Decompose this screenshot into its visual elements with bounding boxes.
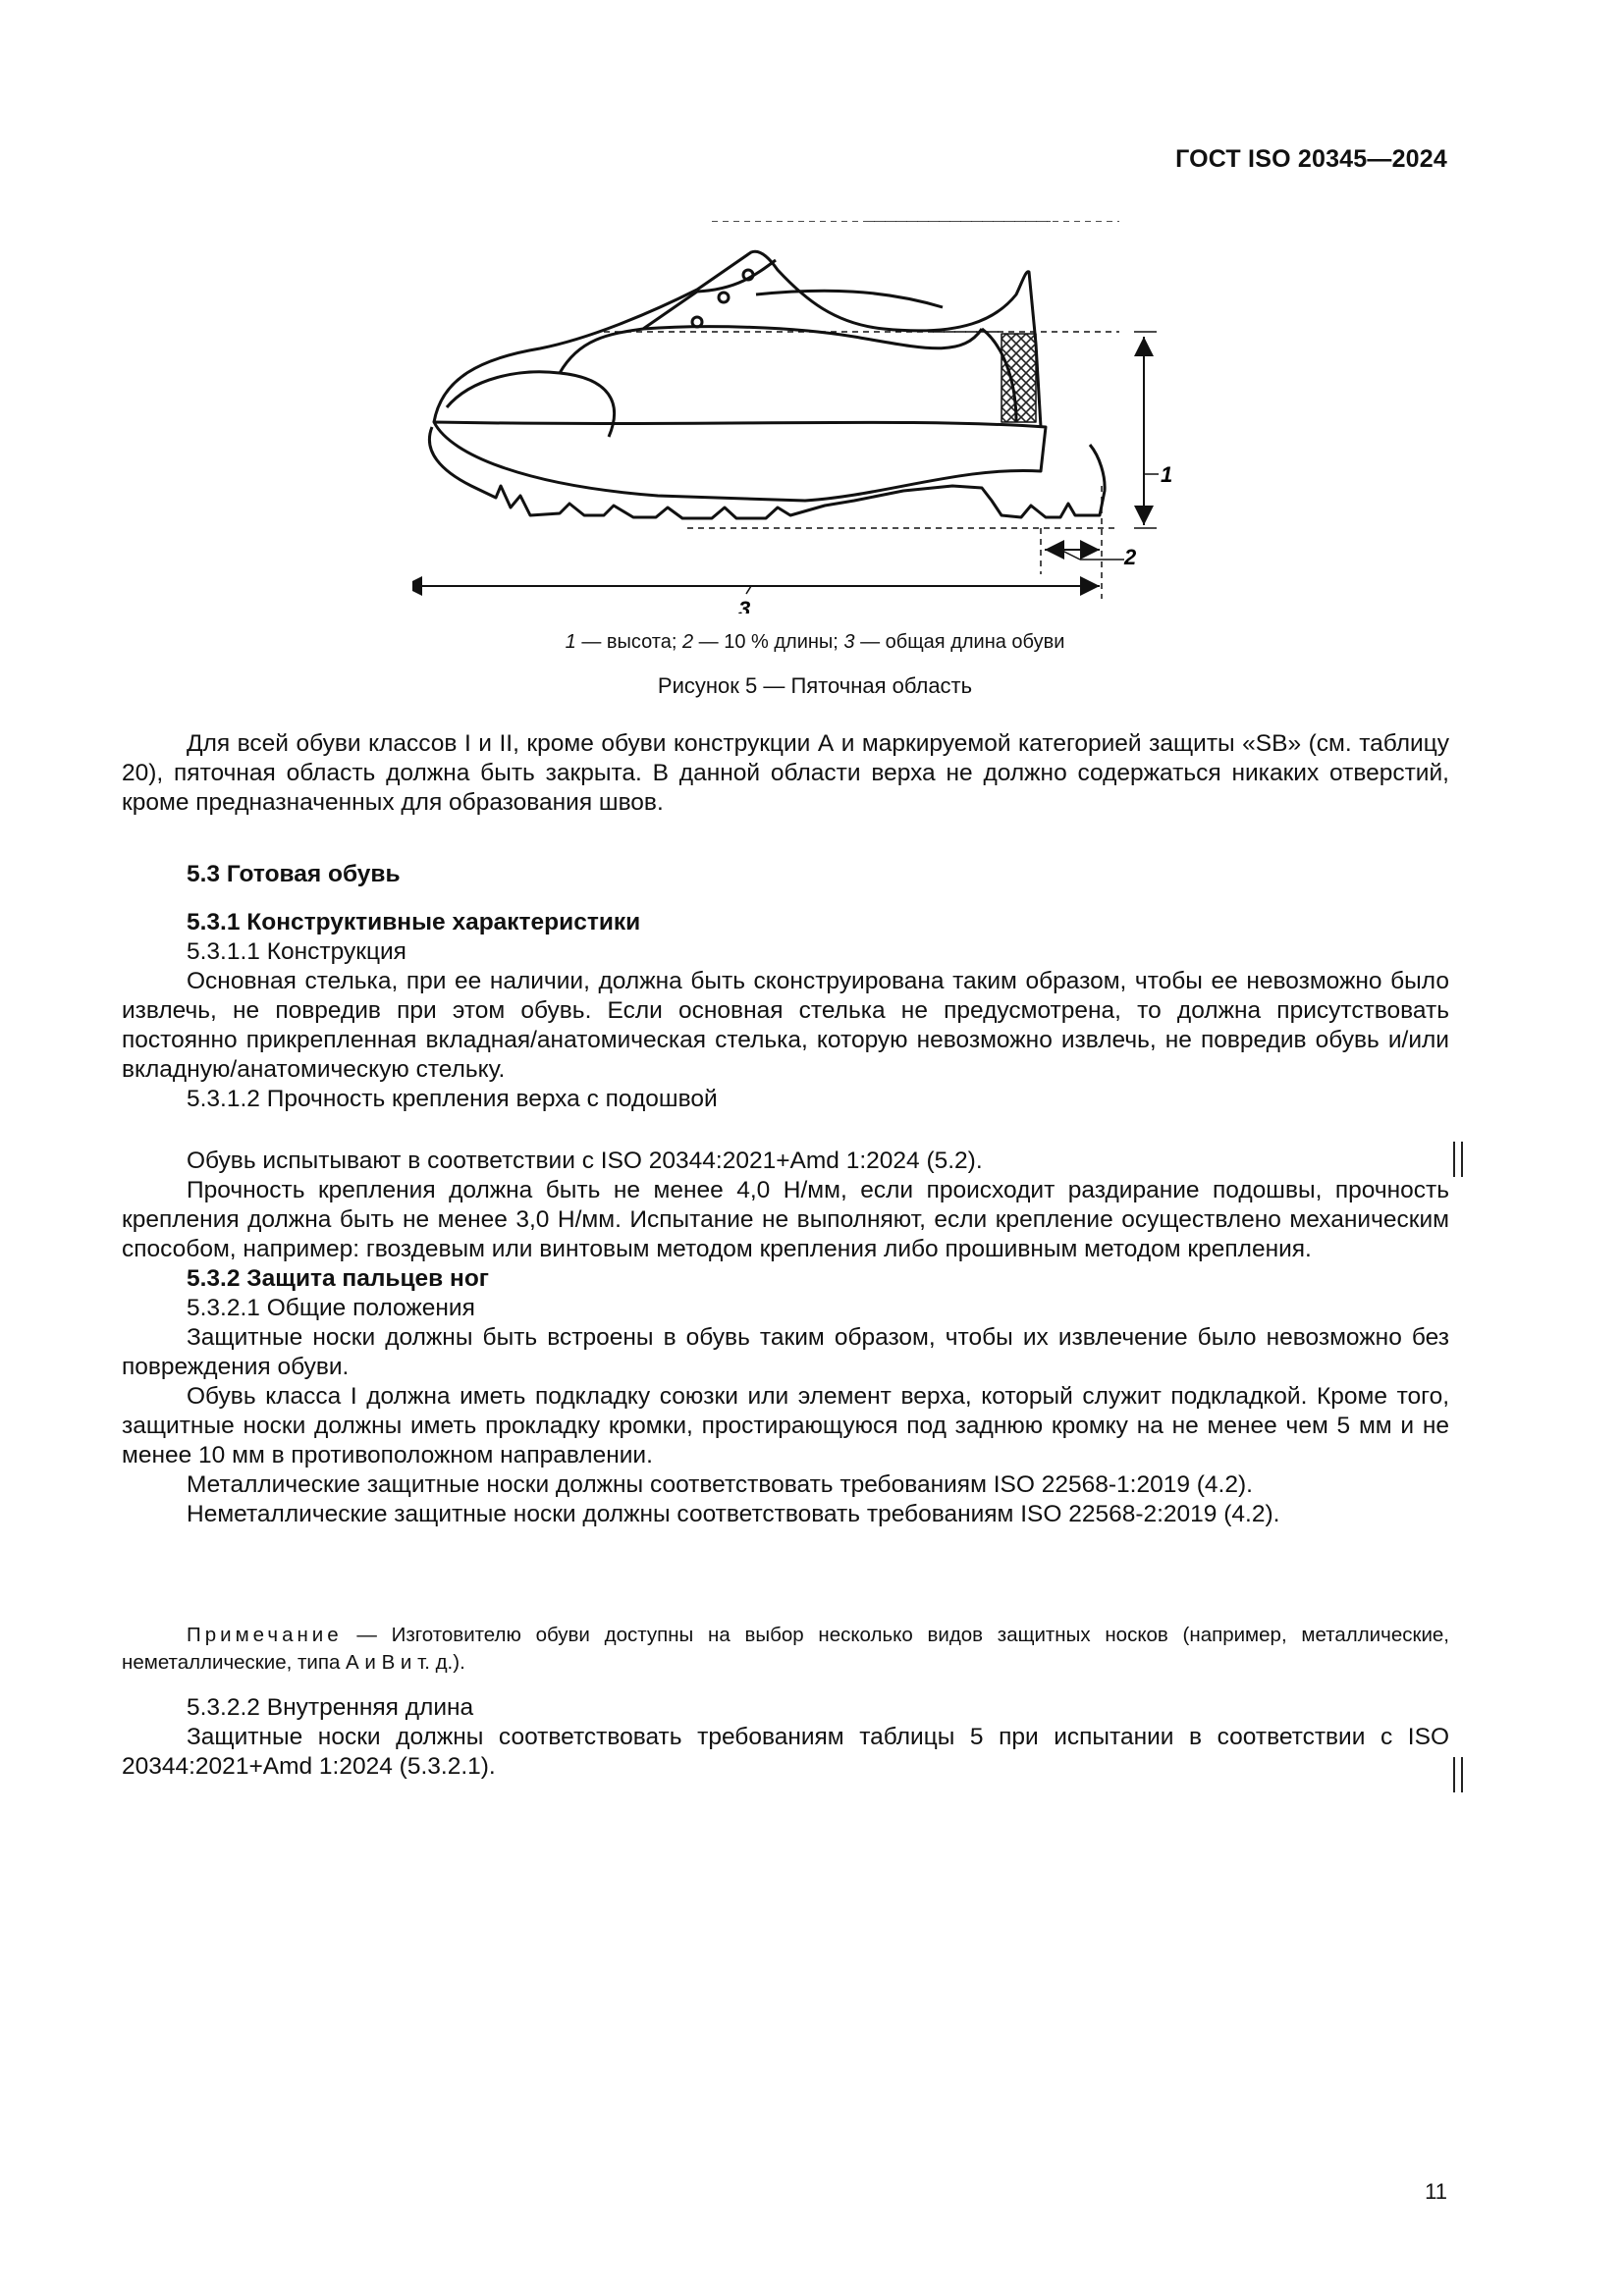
section-heading-5-3-1: 5.3.1 Конструктивные характеристики [187, 909, 641, 935]
paragraph-nonmetal-toecaps: Неметаллические защитные носки должны соответствовать требованиям ISO 22568-2:2019 (4.2). [187, 1501, 1280, 1527]
legend-text-2: — 10 % длины; [693, 631, 844, 653]
section-heading-5-3-2-1: 5.3.2.1 Общие положения [187, 1295, 475, 1321]
paragraph-heel-area: Для всей обуви классов I и II, кроме обуви конструкции А и маркируемой категорией защиты «SB» (см. таблицу 20), пяточная область должна быть закрыта. В данной области верха не должно содержаться никаких отверстий, кроме предназначенных для образования швов. [122, 730, 1449, 816]
paragraph-toecaps-lining: Обувь класса I должна иметь подкладку союзки или элемент верха, который служит подкладкой. Кроме того, защитные носки должны иметь прокладку кромки, простирающуюся под заднюю кромку на не менее чем 5 мм и не менее 10 мм в противоположном направлении. [122, 1383, 1449, 1468]
section-heading-5-3-2: 5.3.2 Защита пальцев ног [187, 1265, 490, 1292]
section-heading-5-3: 5.3 Готовая обувь [187, 861, 401, 887]
body-block-3 [122, 908, 1449, 1114]
body-block-5 [122, 1693, 1449, 1782]
paragraph-metal-toecaps: Металлические защитные носки должны соответствовать требованиям ISO 22568-1:2019 (4.2). [187, 1471, 1253, 1498]
page-number: 11 [1425, 2179, 1447, 2204]
paragraph-toecaps-built-in: Защитные носки должны быть встроены в обувь таким образом, чтобы их извлечение было невозможно без повреждения обуви. [122, 1324, 1449, 1380]
note-label: Примечание [187, 1624, 343, 1646]
paragraph-bond-strength: Прочность крепления должна быть не менее 4,0 Н/мм, если происходит раздирание подошвы, прочность крепления должна быть не менее 3,0 Н/мм. Испытание не выполняют, если крепление осуществлено механическим способом, например: гвоздевым или винтовым методом крепления либо прошивным методом крепления. [122, 1177, 1449, 1262]
dimension-label-2: 2 [1124, 545, 1137, 569]
body-block-2 [122, 860, 1449, 889]
figure-legend [324, 631, 1306, 654]
section-heading-5-3-1-1: 5.3.1.1 Конструкция [187, 938, 406, 965]
section-heading-5-3-2-2: 5.3.2.2 Внутренняя длина [187, 1694, 474, 1721]
legend-key-3: 3 [843, 631, 855, 653]
body-block-4 [122, 1147, 1449, 1529]
figure-heel-area [412, 221, 1198, 614]
note-text: — Изготовителю обуви доступны на выбор несколько видов защитных носков (например, металлические, неметаллические, типа А и В и т. д.). [122, 1624, 1449, 1674]
dimension-label-3: 3 [738, 597, 751, 614]
paragraph-insole: Основная стелька, при ее наличии, должна быть сконструирована таким образом, чтобы ее невозможно было извлечь, не повредив при этом обувь. Если основная стелька не предусмотрена, то должна присутствовать постоянно прикрепленная вкладная/анатомическая стелька, которую невозможно извлечь, не повредив обувь и/или вкладную/анатомическую стельку. [122, 968, 1449, 1083]
figure-caption: Рисунок 5 — Пяточная область [657, 673, 973, 698]
legend-text-3: — общая длина обуви [854, 631, 1065, 653]
note [122, 1622, 1449, 1677]
change-bar-1 [1453, 1142, 1463, 1177]
dimension-label-1: 1 [1161, 462, 1173, 487]
document-code: ГОСТ ISO 20345—2024 [1175, 145, 1447, 173]
legend-text-1: — высота; [575, 631, 682, 653]
change-bar-2 [1453, 1757, 1463, 1792]
legend-key-2: 2 [681, 631, 694, 653]
section-heading-5-3-1-2: 5.3.1.2 Прочность крепления верха с подошвой [187, 1086, 718, 1112]
paragraph-test-method: Обувь испытывают в соответствии с ISO 20344:2021+Amd 1:2024 (5.2). [187, 1148, 983, 1174]
body-block-1 [122, 729, 1449, 818]
paragraph-internal-length: Защитные носки должны соответствовать требованиям таблицы 5 при испытании в соответствии с ISO 20344:2021+Amd 1:2024 (5.3.2.1). [122, 1724, 1449, 1780]
legend-key-1: 1 [565, 631, 576, 653]
shoe-diagram [412, 221, 1198, 614]
